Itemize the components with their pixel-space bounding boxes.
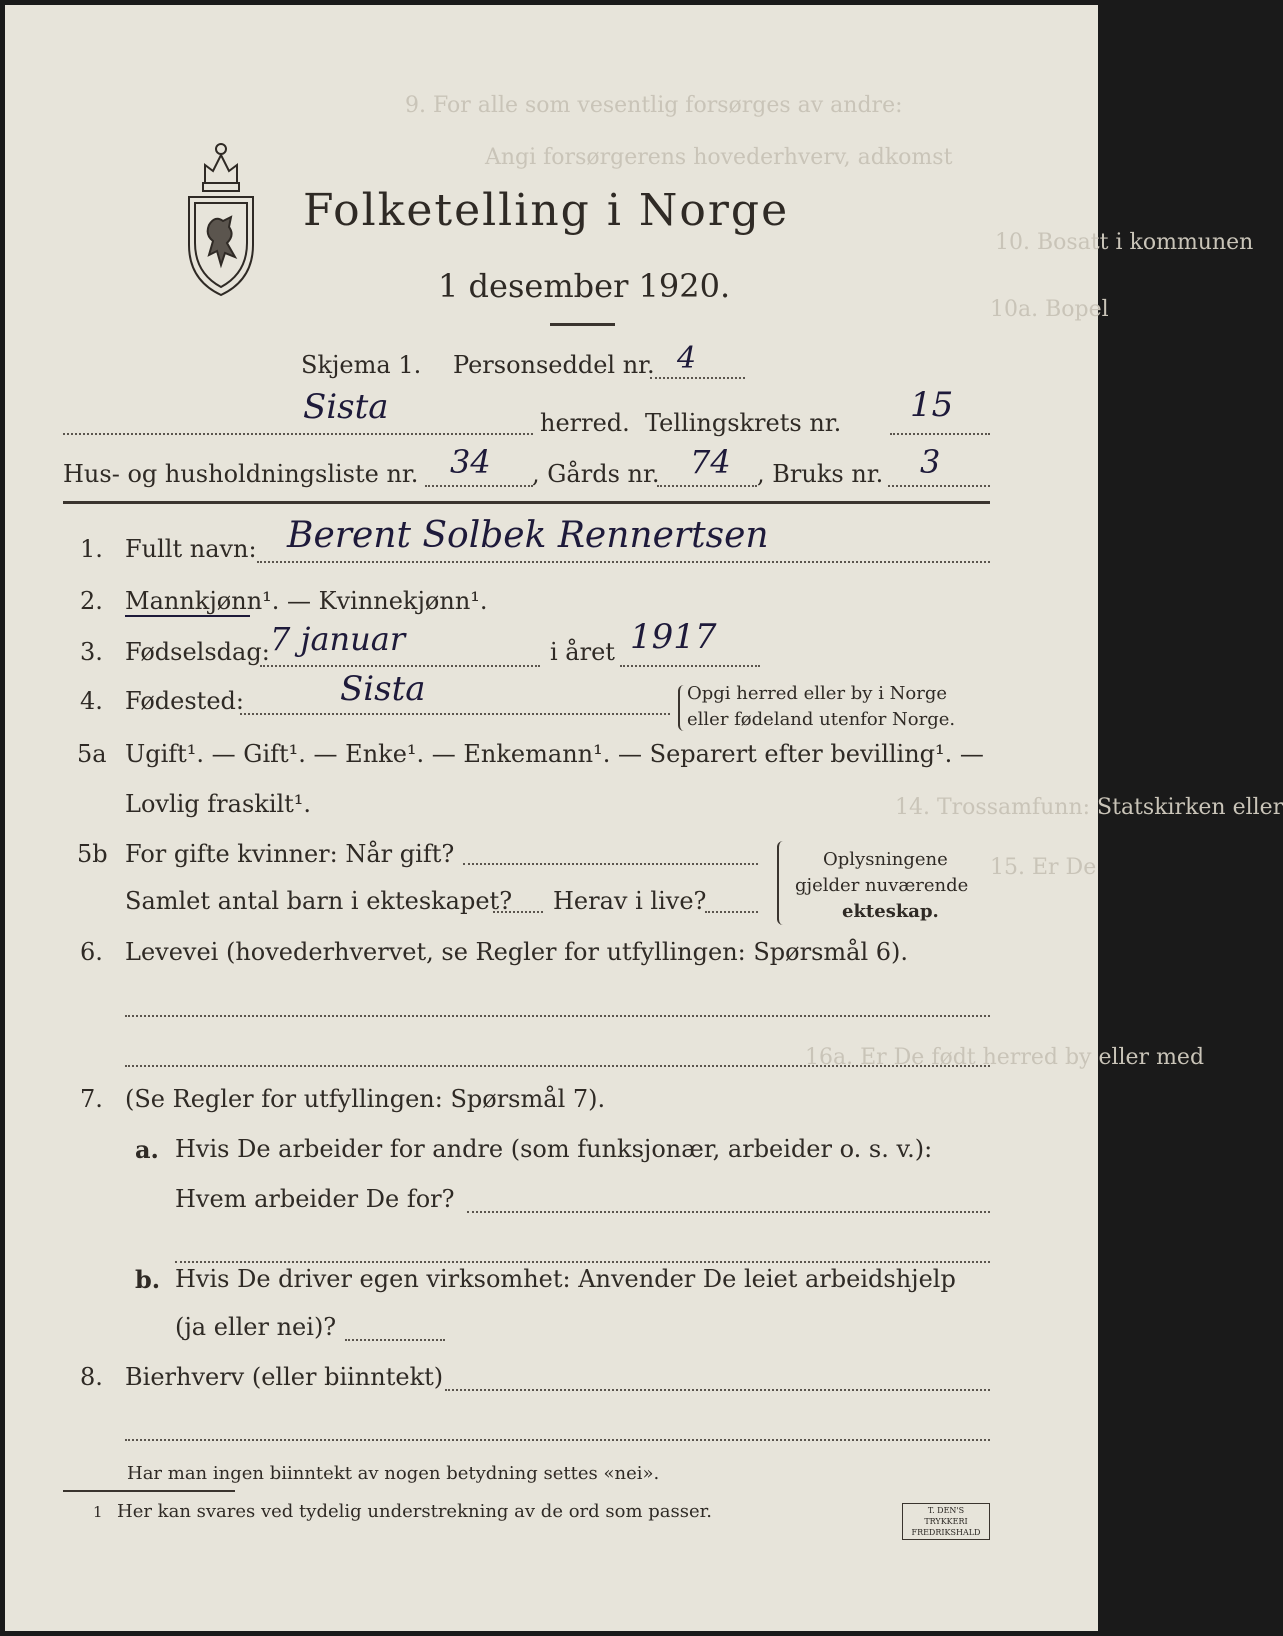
- tellingskrets-value: 15: [910, 385, 954, 425]
- q6-number: 6.: [80, 938, 103, 966]
- show-through-text: Angi forsørgerens hovederhverv, adkomst: [485, 145, 953, 170]
- hus-label: Hus- og husholdningsliste nr.: [63, 460, 419, 488]
- q2-gender-options: Mannkjønn¹. — Kvinnekjønn¹.: [125, 587, 488, 615]
- q7-label: (Se Regler for utfyllingen: Spørsmål 7).: [125, 1085, 606, 1113]
- q5a-line2: Lovlig fraskilt¹.: [125, 790, 312, 818]
- q7b-line1: Hvis De driver egen virksomhet: Anvender De leiet arbeidshjelp: [175, 1265, 956, 1293]
- q1-full-name-value: Berent Solbek Rennertsen: [287, 515, 769, 556]
- q2-number: 2.: [80, 587, 103, 615]
- q1-field-line: [257, 561, 990, 563]
- q8-note: Har man ingen biinntekt av nogen betydning settes «nei».: [127, 1463, 660, 1484]
- q4-birthplace-value: Sista: [340, 669, 426, 709]
- hus-value: 34: [450, 443, 491, 481]
- show-through-text: 10. Bosatt i kommunen: [995, 230, 1254, 255]
- q7a-field-line-1: [467, 1211, 990, 1213]
- personseddel-value: 4: [677, 341, 697, 376]
- q5b-note2: gjelder nuværende: [795, 875, 969, 896]
- q5b-brace: [777, 841, 786, 925]
- q5b-number: 5b: [77, 840, 108, 868]
- footnote-text: Her kan svares ved tydelig understrekning av de ord som passer.: [117, 1501, 712, 1522]
- q4-number: 4.: [80, 687, 103, 715]
- herred-field-line: [63, 433, 533, 435]
- gards-field-line: [657, 485, 757, 487]
- tellingskrets-label: Tellingskrets nr.: [645, 409, 842, 437]
- gards-label: , Gårds nr.: [532, 460, 660, 488]
- personseddel-field-line: [650, 377, 745, 379]
- show-through-text: 10a. Bopel: [990, 297, 1109, 322]
- q6-label: Levevei (hovederhvervet, se Regler for utfyllingen: Spørsmål 6).: [125, 938, 909, 966]
- q7b-field-line: [345, 1339, 445, 1341]
- herred-value: Sista: [303, 387, 389, 427]
- q5b-married-field-line: [463, 863, 758, 865]
- coat-of-arms-icon: [175, 135, 267, 300]
- q3-birthday-value: 7 januar: [270, 620, 406, 658]
- q3-year-field-line: [620, 665, 760, 667]
- title-divider: [550, 323, 615, 326]
- gards-value: 74: [690, 443, 731, 481]
- header-rule: [63, 501, 990, 504]
- q8-number: 8.: [80, 1363, 103, 1391]
- q6-field-line-1: [125, 1015, 990, 1017]
- q7b-marker: b.: [135, 1265, 161, 1294]
- q5b-line1: For gifte kvinner: Når gift?: [125, 840, 455, 868]
- skjema-label: Skjema 1.: [301, 351, 422, 379]
- personseddel-label: Personseddel nr.: [453, 351, 655, 379]
- q3-number: 3.: [80, 638, 103, 666]
- q4-label: Fødested:: [125, 687, 244, 715]
- printer-stamp-line2: FREDRIKSHALD: [911, 1528, 981, 1537]
- tellingskrets-field-line: [890, 433, 990, 435]
- q5b-line2b: Herav i live?: [553, 887, 707, 915]
- bruks-value: 3: [920, 443, 941, 481]
- q7-number: 7.: [80, 1085, 103, 1113]
- q7a-marker: a.: [135, 1135, 159, 1164]
- q1-label: Fullt navn:: [125, 535, 257, 563]
- q3-year-value: 1917: [630, 617, 717, 657]
- bruks-label: , Bruks nr.: [757, 460, 884, 488]
- show-through-text: 9. For alle som vesentlig forsørges av andre:: [405, 93, 903, 118]
- q7a-line1: Hvis De arbeider for andre (som funksjonær, arbeider o. s. v.):: [175, 1135, 933, 1163]
- q5b-alive-field-line: [705, 911, 758, 913]
- q4-note-line1: Opgi herred eller by i Norge: [687, 683, 948, 704]
- q5a-number: 5a: [77, 740, 107, 768]
- q5b-children-field-line: [493, 911, 543, 913]
- footnote-marker: 1: [93, 1503, 103, 1521]
- footnote-rule: [63, 1490, 235, 1492]
- hus-field-line: [425, 485, 533, 487]
- show-through-text: 14. Trossamfunn: Statskirken eller: [895, 795, 1283, 820]
- q7a-field-line-2: [175, 1261, 990, 1263]
- show-through-text: 16a. Er De født herred by eller med: [805, 1045, 1205, 1070]
- q3-day-field-line: [260, 665, 540, 667]
- q5a-line1: Ugift¹. — Gift¹. — Enke¹. — Enkemann¹. — Separert efter bevilling¹. —: [125, 740, 984, 768]
- bruks-field-line: [888, 485, 990, 487]
- q8-field-line-2: [125, 1439, 990, 1441]
- q7a-line2: Hvem arbeider De for?: [175, 1185, 455, 1213]
- q7b-line2: (ja eller nei)?: [175, 1313, 337, 1341]
- show-through-text: 15. Er De: [990, 855, 1097, 880]
- form-date: 1 desember 1920.: [438, 267, 731, 305]
- q5b-note3: ekteskap.: [842, 901, 939, 922]
- printer-stamp: [902, 1503, 990, 1540]
- q5b-line2a: Samlet antal barn i ekteskapet?: [125, 887, 513, 915]
- q4-field-line: [240, 713, 670, 715]
- q6-field-line-2: [125, 1065, 990, 1067]
- census-form-sheet: [5, 5, 1283, 1631]
- q5b-note1: Oplysningene: [823, 849, 948, 870]
- q2-underline-mark: [125, 615, 250, 617]
- form-title: Folketelling i Norge: [303, 185, 790, 236]
- q3-label: Fødselsdag:: [125, 638, 270, 666]
- q4-note-line2: eller fødeland utenfor Norge.: [687, 709, 956, 730]
- herred-label: herred.: [540, 409, 630, 437]
- q8-field-line-1: [445, 1389, 990, 1391]
- printer-stamp-line1: T. DEN'S TRYKKERI: [924, 1506, 968, 1526]
- q4-brace: [678, 685, 686, 731]
- q1-number: 1.: [80, 535, 103, 563]
- q8-label: Bierhverv (eller biinntekt): [125, 1363, 444, 1391]
- q3-year-label: i året: [550, 638, 615, 666]
